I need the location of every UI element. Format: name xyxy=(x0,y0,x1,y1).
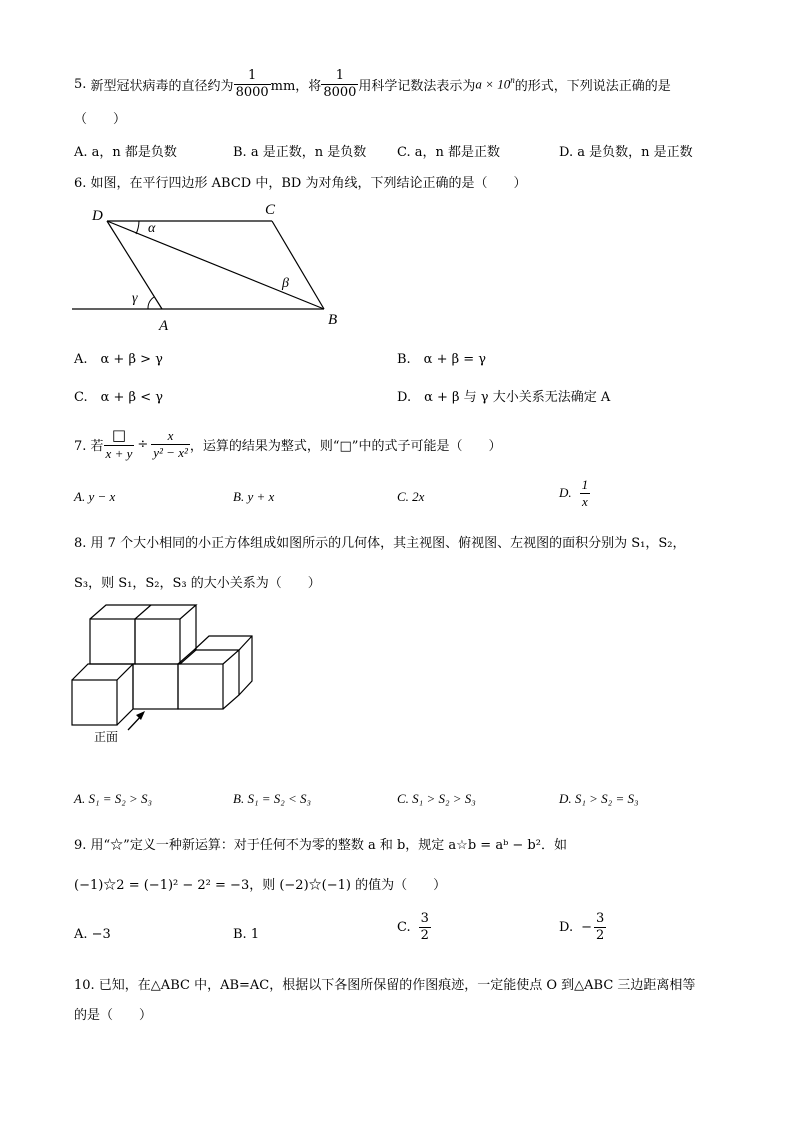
q9-option-d-label: D. xyxy=(559,919,574,935)
q9-line-2: (−1)☆2 = (−1)² − 2² = −3，则 (−2)☆(−1) 的值为（ ） xyxy=(74,878,447,893)
q5-frac-den: 8000 xyxy=(235,84,269,100)
q8-option-d[interactable]: D. S₁ > S₂ = S₃ xyxy=(559,791,639,806)
cube-bottom-left-lid xyxy=(72,664,133,680)
q5-text-post: 的形式，下列说法正确的是 xyxy=(514,78,671,94)
q8-option-b[interactable]: B. S₁ = S₂ < S₃ xyxy=(233,791,312,806)
cube-back-edge xyxy=(239,636,252,650)
front-arrow xyxy=(128,711,145,730)
q5-unit: mm，将 xyxy=(270,78,322,94)
q5-fraction xyxy=(234,69,271,99)
cube-right-side xyxy=(223,650,239,709)
cube-bottom-right xyxy=(178,664,223,709)
q7-option-d-fraction xyxy=(580,478,591,508)
q7-fraction-2 xyxy=(151,429,190,459)
q8-line-2: S₃，则 S₁，S₂，S₃ 的大小关系为（ ） xyxy=(74,576,321,591)
q8-option-c[interactable]: C. S₁ > S₂ > S₃ xyxy=(397,791,476,806)
cube-top-edge xyxy=(135,605,151,619)
q9-option-c[interactable] xyxy=(397,912,431,942)
q7-box: □ xyxy=(111,425,127,444)
q7-den-1: x + y xyxy=(105,445,133,461)
cube-bottom-left xyxy=(72,680,117,725)
angle-gamma-arc xyxy=(148,297,154,309)
q9-option-a[interactable]: A. −3 xyxy=(74,927,111,942)
q9-option-d[interactable] xyxy=(559,912,606,942)
q7-den-2: y² − x² xyxy=(153,444,188,460)
q5-option-a[interactable]: A. a，n 都是负数 xyxy=(74,145,177,160)
cubes-figure xyxy=(66,602,266,752)
q9-optc-num: 3 xyxy=(420,911,429,926)
label-alpha: α xyxy=(148,221,156,236)
q5-expr xyxy=(475,75,514,92)
q5-option-d[interactable]: D. a 是负数，n 是正数 xyxy=(559,145,693,160)
q8-line-1: 8. 用 7 个大小相同的小正方体组成如图所示的几何体，其主视图、俯视图、左视图的面积分别为 S₁，S₂， xyxy=(74,536,686,551)
q6-option-a[interactable]: A. α + β > γ xyxy=(74,352,163,367)
q7-stem xyxy=(74,424,501,464)
side-CB xyxy=(272,221,324,309)
cube-top-left xyxy=(90,619,135,664)
q9-optd-den: 2 xyxy=(596,927,605,943)
q5-number: 5. xyxy=(74,76,87,92)
q7-optd-den: x xyxy=(582,493,588,509)
q6-stem: 6. 如图，在平行四边形 ABCD 中，BD 为对角线，下列结论正确的是（ ） xyxy=(74,176,527,191)
q6-option-d[interactable]: D. α + β 与 γ 大小关系无法确定 A xyxy=(397,390,611,405)
q5-option-c[interactable]: C. a，n 都是正数 xyxy=(397,145,501,160)
cube-bottom-mid xyxy=(133,664,178,709)
q10-line-2: 的是（ ） xyxy=(74,1008,153,1023)
q9-optc-den: 2 xyxy=(420,927,429,943)
diagonal-BD xyxy=(107,221,324,309)
q6-option-c[interactable]: C. α + β < γ xyxy=(74,390,163,405)
q7-optd-num: 1 xyxy=(581,477,589,492)
q9-option-d-sign: − xyxy=(581,919,592,935)
q7-fraction-1 xyxy=(104,425,135,461)
q5-frac2-den: 8000 xyxy=(323,84,357,100)
q9-option-b[interactable]: B. 1 xyxy=(233,927,260,942)
q9-option-c-label: C. xyxy=(397,919,411,935)
label-A: A xyxy=(159,318,169,334)
label-B: B xyxy=(328,312,338,328)
label-C: C xyxy=(265,202,276,218)
q5-fraction-2 xyxy=(321,69,358,99)
q7-option-c[interactable]: C. 2x xyxy=(397,489,425,504)
q7-option-b[interactable]: B. y + x xyxy=(233,489,275,504)
q10-line-1: 10. 已知，在△ABC 中，AB=AC，根据以下各图所保留的作图痕迹，一定能使点 O 到△ABC 三边距离相等 xyxy=(74,978,696,993)
cube-bottom-left-side xyxy=(117,664,133,725)
q5-frac-num: 1 xyxy=(247,67,257,83)
q5-expr-sup: n xyxy=(510,75,515,86)
q7-div: ÷ xyxy=(137,436,149,452)
q5-frac2-num: 1 xyxy=(335,67,344,83)
cube-top-right xyxy=(135,619,180,664)
q9-option-d-fraction xyxy=(594,912,606,942)
q7-num-2: x xyxy=(167,427,174,443)
label-gamma: γ xyxy=(132,291,138,306)
q7-option-d[interactable] xyxy=(559,478,590,508)
q7-option-d-label: D. xyxy=(559,485,572,501)
q5-stem xyxy=(74,64,671,104)
q9-line-1: 9. 用“☆”定义一种新运算：对于任何不为零的整数 a 和 b，规定 a☆b = aᵇ − b²．如 xyxy=(74,838,567,853)
q5-expr-base: a × 10 xyxy=(475,76,511,92)
q9-optd-num: 3 xyxy=(596,911,605,926)
label-beta: β xyxy=(282,276,289,291)
label-D: D xyxy=(92,208,103,224)
q7-text-post: ，运算的结果为整式，则“□”中的式子可能是（ ） xyxy=(189,438,502,454)
q5-text-mid: 用科学记数法表示为 xyxy=(358,78,476,94)
front-label: 正面 xyxy=(94,730,119,744)
q5-option-b[interactable]: B. a 是正数，n 是负数 xyxy=(233,145,367,160)
q7-option-a[interactable]: A. y − x xyxy=(74,489,116,504)
q8-option-a[interactable]: A. S₁ = S₂ > S₃ xyxy=(74,791,153,806)
q5-paren: （ ） xyxy=(74,112,127,127)
q5-text-pre: 新型冠状病毒的直径约为 xyxy=(90,78,234,94)
parallelogram-figure xyxy=(66,198,356,338)
angle-alpha-arc xyxy=(136,221,139,234)
q9-option-c-fraction xyxy=(419,912,431,942)
q6-option-b[interactable]: B. α + β = γ xyxy=(397,352,487,367)
q7-number: 7. 若 xyxy=(74,438,104,454)
